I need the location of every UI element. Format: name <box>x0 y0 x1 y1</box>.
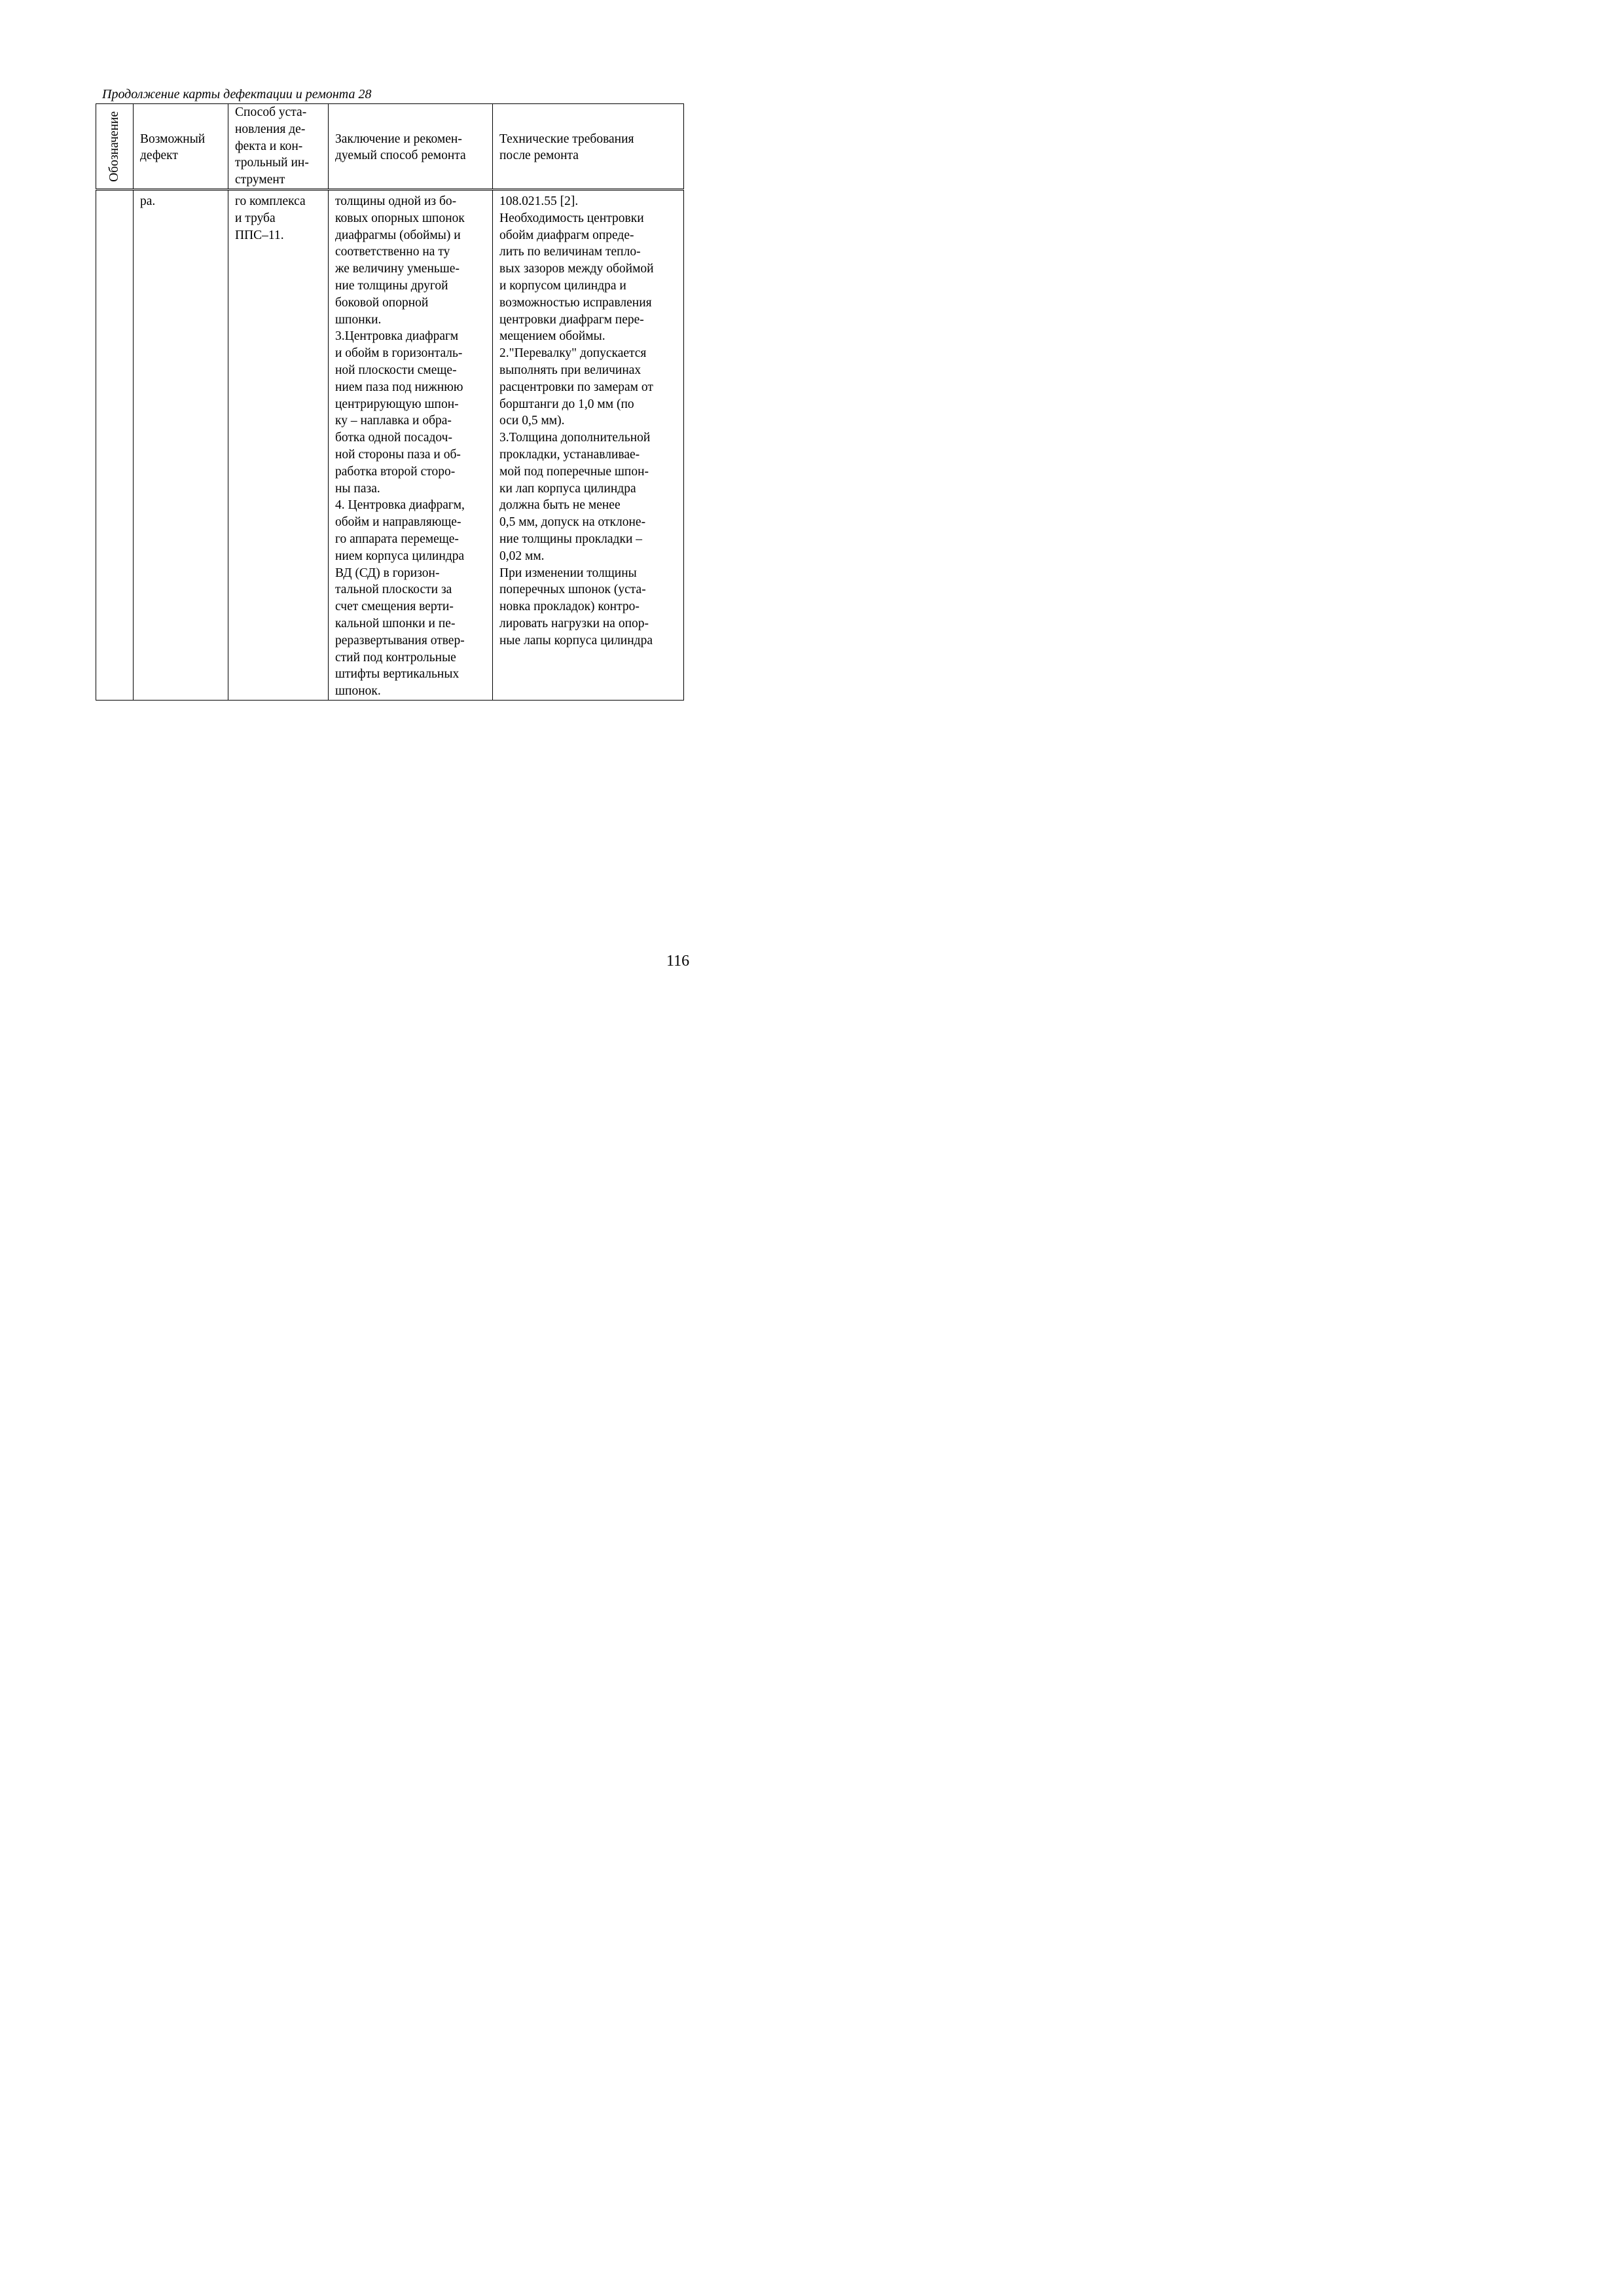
cell-method <box>228 189 329 700</box>
header-conclusion-label: Заключение и рекомен- дуемый способ ремонта <box>335 132 466 163</box>
cell-conclusion <box>329 189 493 700</box>
header-requirements <box>493 104 684 190</box>
cell-requirements-text: 108.021.55 [2]. Необходимость центровки обойм диафрагм опреде- лить по величинам тепло- вых зазоров между обоймой и корпусом цилиндра и возможностью исправления центровки диафрагм пере- мещением обоймы. 2."Перевалку" допускается выполнять при величинах расцентровки по замерам от борштанги до 1,0 мм (по оси 0,5 мм). 3.Толщина дополнительной прокладки, устанавливае- мой под поперечные шпон- ки лап корпуса цилиндра должна быть не менее 0,5 мм, допуск на отклоне- ние толщины прокладки – 0,02 мм. При изменении толщины поперечных шпонок (уста- новка прокладок) контро- лировать нагрузки на опор- ные лапы корпуса цилиндра <box>499 194 654 647</box>
header-defect <box>134 104 228 190</box>
table-row <box>96 189 684 700</box>
cell-conclusion-text: толщины одной из бо- ковых опорных шпонок диафрагмы (обоймы) и соответственно на ту же величину уменьше- ние толщины другой боковой опорной шпонки. 3.Центровка диафрагм и обойм в горизонталь- ной плоскости смеще- нием паза под нижнюю центрирующую шпон- ку – наплавка и обра- ботка одной посадоч- ной стороны паза и об- работка второй сторо- ны паза. 4. Центровка диафрагм, обойм и направляюще- го аппарата перемеще- нием корпуса цилиндра ВД (СД) в горизон- тальной плоскости за счет смещения верти- кальной шпонки и пе- реразвертывания отвер- стий под контрольные штифты вертикальных шпонок. <box>335 194 465 699</box>
defect-repair-table <box>96 103 684 701</box>
cell-defect-text: ра. <box>140 194 156 208</box>
page-number: 116 <box>666 953 690 970</box>
header-requirements-label: Технические требования после ремонта <box>499 132 634 163</box>
header-conclusion <box>329 104 493 190</box>
table-header-row <box>96 104 684 190</box>
table-caption: Продолжение карты дефектации и ремонта 28 <box>102 87 372 101</box>
header-method-label: Способ уста- новления де- фекта и кон- трольный ин- струмент <box>235 105 309 187</box>
header-designation-label: Обозначение <box>107 111 122 182</box>
header-defect-label: Возможный дефект <box>140 132 206 163</box>
cell-requirements <box>493 189 684 700</box>
header-method <box>228 104 329 190</box>
cell-defect <box>134 189 228 700</box>
cell-designation <box>96 189 134 700</box>
header-designation <box>96 104 134 190</box>
cell-method-text: го комплекса и труба ППС–11. <box>235 194 306 242</box>
